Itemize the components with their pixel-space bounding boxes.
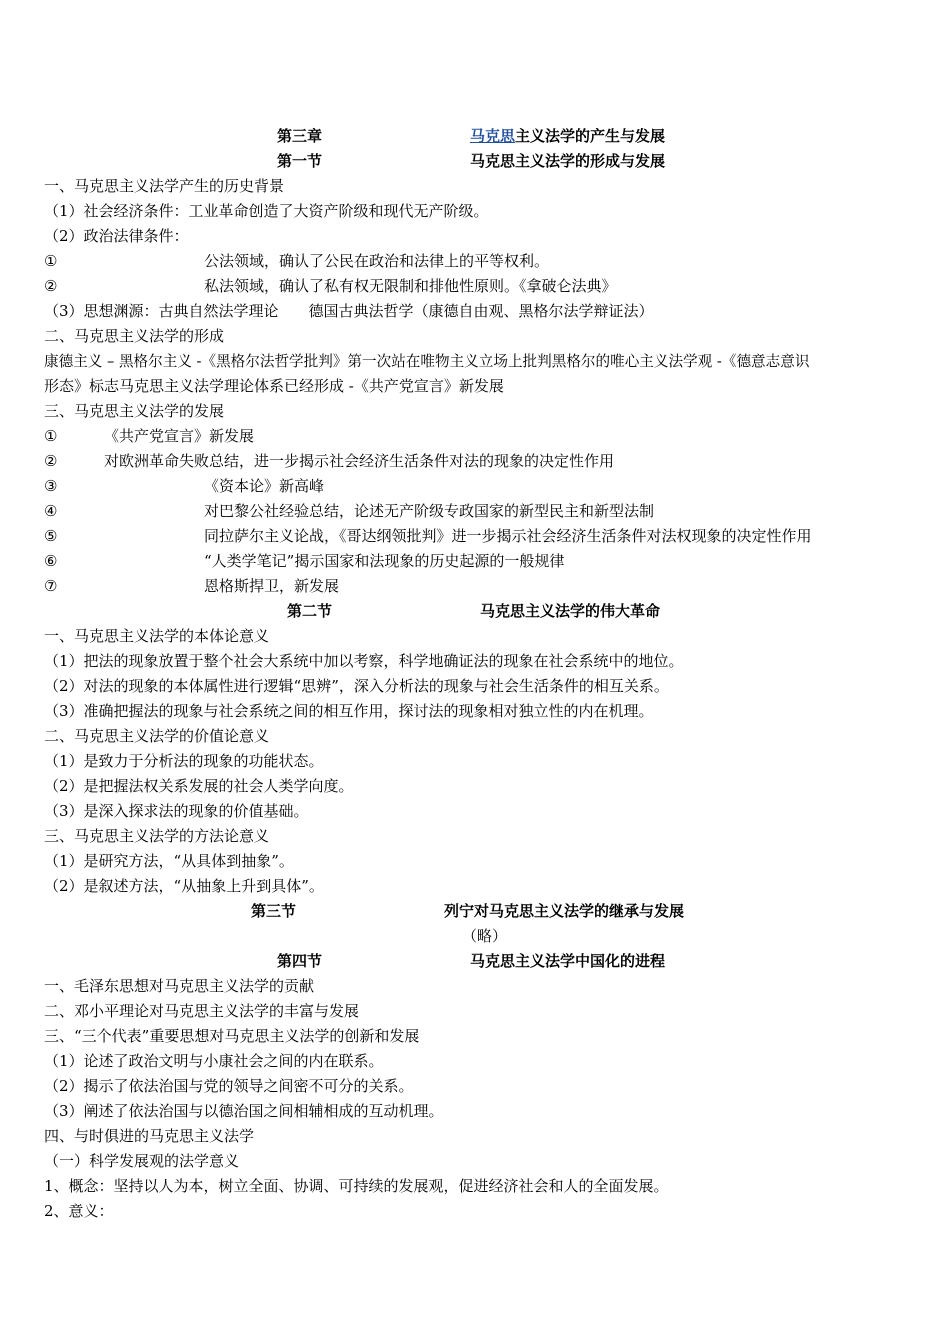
dev-item-5-text: 同拉萨尔主义论战，《哥达纲领批判》进一步揭示社会经济生活条件对法权现象的决定性作用 — [204, 527, 812, 545]
section2-label: 第二节 — [287, 602, 333, 620]
s4-line: 四、与时俱进的马克思主义法学 — [44, 1127, 255, 1145]
s4-line: （一）科学发展观的法学意义 — [44, 1152, 240, 1170]
s1-heading-3: 三、马克思主义法学的发展 — [44, 402, 225, 420]
section3-label: 第三节 — [251, 902, 297, 920]
s2-line: 一、马克思主义法学的本体论意义 — [44, 627, 270, 645]
dev-item-5-num: ⑤ — [44, 527, 58, 545]
s4-line: （3）阐述了依法治国与以德治国之间相辅相成的互动机理。 — [44, 1102, 444, 1120]
s2-line: （2）对法的现象的本体属性进行逻辑“思辨”，深入分析法的现象与社会生活条件的相互关系。 — [44, 677, 669, 695]
s2-line: （3）准确把握法的现象与社会系统之间的相互作用，探讨法的现象相对独立性的内在机理。 — [44, 702, 654, 720]
s2-line: （1）是致力于分析法的现象的功能状态。 — [44, 752, 324, 770]
dev-item-7-num: ⑦ — [44, 577, 58, 595]
dev-item-1-text: 《共产党宣言》新发展 — [104, 427, 255, 445]
s4-line: 1、概念：坚持以人为本，树立全面、协调、可持续的发展观，促进经济社会和人的全面发展。 — [44, 1177, 669, 1195]
s4-line: 三、“三个代表”重要思想对马克思主义法学的创新和发展 — [44, 1027, 420, 1045]
s4-line: （1）论述了政治文明与小康社会之间的内在联系。 — [44, 1052, 384, 1070]
s1-heading-1: 一、马克思主义法学产生的历史背景 — [44, 177, 285, 195]
dev-item-1-num: ① — [44, 427, 58, 445]
s2-line: （1）是研究方法，“从具体到抽象”。 — [44, 852, 294, 870]
s4-line: 一、毛泽东思想对马克思主义法学的贡献 — [44, 977, 315, 995]
s1-l4-num: ① — [44, 252, 58, 270]
s1-l4-text: 公法领域，确认了公民在政治和法律上的平等权利。 — [204, 252, 550, 270]
section3-note: （略） — [462, 927, 508, 945]
dev-item-4-text: 对巴黎公社经验总结，论述无产阶级专政国家的新型民主和新型法制 — [204, 502, 655, 520]
s2-line: （2）是把握法权关系发展的社会人类学向度。 — [44, 777, 354, 795]
section1-label: 第一节 — [277, 152, 323, 170]
section3-title: 列宁对马克思主义法学的继承与发展 — [444, 902, 685, 920]
dev-item-3-text: 《资本论》新高峰 — [204, 477, 325, 495]
dev-item-3-num: ③ — [44, 477, 58, 495]
s2-line: （1）把法的现象放置于整个社会大系统中加以考察，科学地确证法的现象在社会系统中的地位。 — [44, 652, 684, 670]
section4-label: 第四节 — [277, 952, 323, 970]
s1-line-8: 康德主义 – 黑格尔主义 -《黑格尔法哲学批判》第一次站在唯物主义立场上批判黑格尔的唯心主义法学观 -《德意志意识 — [44, 353, 810, 370]
dev-item-6-num: ⑥ — [44, 552, 58, 570]
section1-title: 马克思主义法学的形成与发展 — [470, 152, 666, 170]
s2-line: 三、马克思主义法学的方法论意义 — [44, 827, 270, 845]
s1-line-2: （1）社会经济条件：工业革命创造了大资产阶级和现代无产阶级。 — [44, 202, 489, 220]
dev-item-2-text: 对欧洲革命失败总结，进一步揭示社会经济生活条件对法的现象的决定性作用 — [104, 452, 615, 470]
section4-title: 马克思主义法学中国化的进程 — [470, 952, 666, 970]
dev-item-6-text: “人类学笔记”揭示国家和法现象的历史起源的一般规律 — [204, 552, 565, 570]
section2-title: 马克思主义法学的伟大革命 — [480, 602, 661, 620]
dev-item-7-text: 恩格斯捍卫，新发展 — [204, 577, 340, 595]
marx-link[interactable]: 马克思 — [470, 127, 516, 145]
s4-line: 二、邓小平理论对马克思主义法学的丰富与发展 — [44, 1002, 360, 1020]
s1-line-9: 形态》标志马克思主义法学理论体系已经形成 -《共产党宣言》新发展 — [44, 377, 504, 395]
chapter-title — [470, 124, 665, 149]
s1-line-3: （2）政治法律条件： — [44, 227, 189, 245]
s1-heading-2: 二、马克思主义法学的形成 — [44, 327, 225, 345]
dev-item-2-num: ② — [44, 452, 58, 470]
dev-item-4-num: ④ — [44, 502, 58, 520]
s2-line: （3）是深入探求法的现象的价值基础。 — [44, 802, 309, 820]
chapter-label: 第三章 — [277, 127, 323, 145]
s1-l5-text: 私法领域，确认了私有权无限制和排他性原则。《拿破仑法典》 — [204, 277, 617, 295]
s4-line: （2）揭示了依法治国与党的领导之间密不可分的关系。 — [44, 1077, 414, 1095]
chapter-title-rest: 主义法学的产生与发展 — [515, 127, 666, 145]
s1-l5-num: ② — [44, 277, 58, 295]
s4-line: 2、意义： — [44, 1202, 114, 1220]
s2-line: （2）是叙述方法，“从抽象上升到具体”。 — [44, 877, 324, 895]
s1-line-6: （3）思想渊源：古典自然法学理论 德国古典法哲学（康德自由观、黑格尔法学辩证法） — [44, 302, 654, 320]
s2-line: 二、马克思主义法学的价值论意义 — [44, 727, 270, 745]
